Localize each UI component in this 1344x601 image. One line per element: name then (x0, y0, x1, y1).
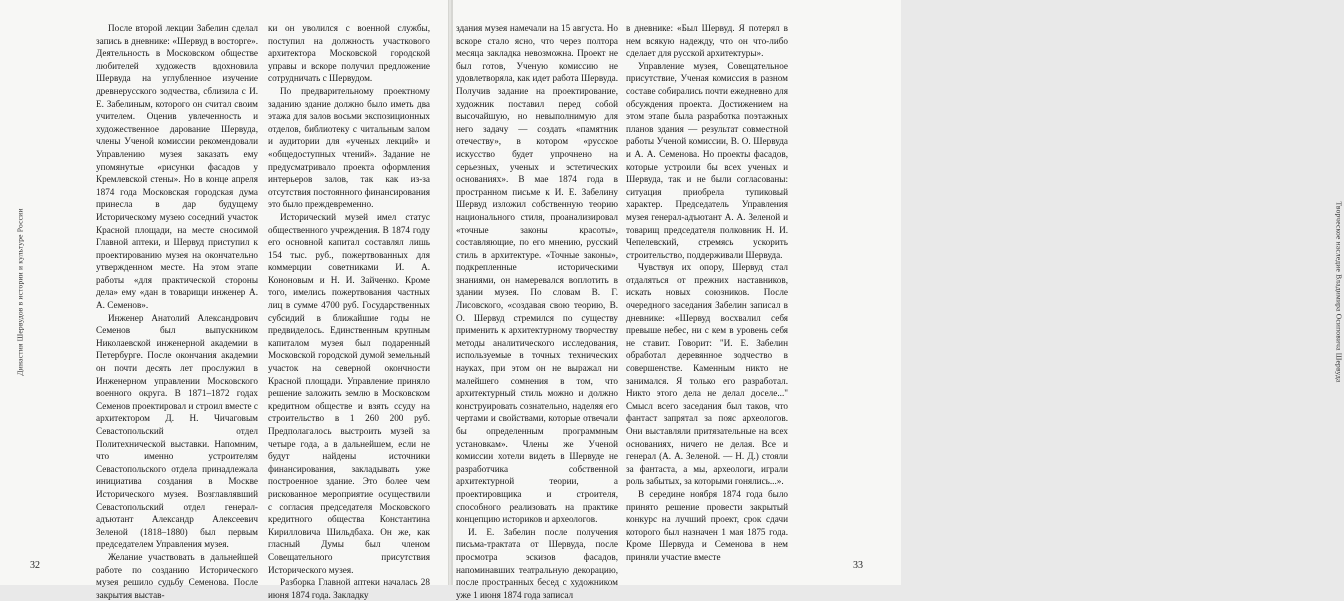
text-column-3 (456, 22, 618, 600)
paragraph: Управление музея, Совещательное присутствие, Ученая комиссия в разном составе собирались почти ежедневно для обсуждения проекта. Достижением на этом этапе была разработка поэтажных планов здания — результат совместной работы Ученой комиссии, В. О. Шервуда и А. А. Семенова. Но проекты фасадов, которые устроили бы всех ученых и Шервуда, так и не были согласованы: ситуация приобрела тупиковый характер. Председатель Управления музея генерал-адъютант А. А. Зеленой и товарищ председателя полковник Н. И. Чепелевский, стремясь ускорить строительство, поддерживали Шервуда. (626, 60, 788, 260)
page-number-left: 32 (30, 560, 40, 571)
paragraph: По предварительному проектному заданию здание должно было иметь два этажа для залов восьми экспозиционных отделов, библиотеку с читальным залом и аудитории для «ученых лекций» и «общедоступных чтений». Задание не предусматривало проекта оформления интерьеров залов, так как из-за отсутствия постоянного финансирования это было преждевременно. (268, 85, 430, 210)
paragraph: И. Е. Забелин после получения письма-трактата от Шервуда, после просмотра эскизов фасадов, напоминавших театральную декорацию, после пространных бесед с художником уже 1 июня 1874 года записал (456, 526, 618, 600)
paragraph: здания музея намечали на 15 августа. Но вскоре стало ясно, что через полтора месяца закладка невозможна. Проект не был готов, Ученую комиссию не удовлетворяла, как идет работа Шервуда. Получив задание на проектирование, художник поставил перед собой высочайшую, но невыполнимую для него задачу — создать «памятник отечеству», в котором «русское искусство будет упрочнено на серьезных, ученых и эстетических основаниях». В мае 1874 года в пространном письме к И. Е. Забелину Шервуд изложил собственную теорию национального стиля, проанализировал «точные законы красоты», составляющие, по его мнению, русский стиль в архитектуре. «Точные законы», подкрепленные историческими знаниями, он намеревался воплотить в здании музея. По словам В. Г. Лисовского, «создавая свою теорию, В. О. Шервуд стремился по существу применить к архитектурному творчеству методы аналитического исследования, используемые в точных технических науках, при этом он не выражал ни малейшего сомнения в том, что архитектурный стиль можно и должно конструировать сознательно, наделяя его чертами и свойствами, которые отвечали бы определенным программным установкам». Члены же Ученой комиссии хотели видеть в Шервуде не разработчика собственной архитектурной теории, а проектировщика и строителя, способного реализовать на практике концепцию историков и археологов. (456, 23, 618, 525)
paragraph: Разборка Главной аптеки началась 28 июня 1874 года. Закладку (268, 577, 430, 600)
paragraph: В середине ноября 1874 года было принято решение провести закрытый конкурс на лучший проект, срок сдачи которого был назначен 1 мая 1875 года. Кроме Шервуда и Семенова в нем приняли участие вместе (626, 488, 788, 562)
paragraph: Желание участвовать в дальнейшей работе по созданию Исторического музея решило судьбу Семенова. После закрытия выстав- (96, 551, 258, 600)
paragraph: в дневнике: «Был Шервуд. Я потерял в нем всякую надежду, что он что-либо сделает для русской архитектуры». (626, 23, 788, 59)
paragraph: Исторический музей имел статус общественного учреждения. В 1874 году его основной капитал составлял лишь 154 тыс. руб., пожертвованных для коммерции советниками И. А. Кононовым и Н. И. Зайченко. Кроме того, имелись пожертвования частных лиц в сумме 4700 руб. Государственных субсидий в ближайшие годы не предвиделось. Единственным крупным капиталом музея был подаренный Московской городской думой земельный участок на северной окончности Красной площади. Управление приняло решение заложить землю в Московском кредитном обществе и взять ссуду на строительство в 1 260 200 руб. Предполагалось выстроить музей за четыре года, а в дальнейшем, если не будут найдены источники финансирования, закладывать уже построенное здание. Это более чем рискованное мероприятие осуществили с согласия председателя Московского кредитного общества Константина Кирилловича Шильдбаха. Он же, как гласный Думы был членом Совещательного присутствия Исторического музея. (268, 211, 430, 575)
text-column-4 (626, 22, 788, 567)
paragraph: После второй лекции Забелин сделал запись в дневнике: «Шервуд в восторге». Деятельность в Московском обществе любителей художеств вдохновила Шервуда на углубленное изучение древнерусского зодчества, сблизила с И. Е. Забелиным, которого он считал своим учителем. Оценив увлеченность и художественное дарование Шервуда, члены Ученой комиссии рекомендовали Управлению музея заказать ему упомянутые «рисунки фасадов у Кремлевской стены». Но в конце апреля 1874 года Московская городская дума принесла в дар будущему Историческому музею соседний участок Красной площади, на месте сносимой Главной аптеки, и Шервуд приступил к проектированию музея на окончательно утвержденном месте. На этом этапе работы «для практической стороны дела» ему «дан в товарищи инженер А. А. Семенов». (96, 23, 258, 311)
paragraph: ки он уволился с военной службы, поступил на должность участкового архитектора Московской городской управы и вскоре получил предложение сотрудничать с Шервудом. (268, 23, 430, 84)
running-head-left: Династия Шервудов в истории и культуре России (15, 208, 25, 376)
page-number-right: 33 (853, 560, 863, 571)
paragraph: Чувствуя их опору, Шервуд стал отдаляться от прежних наставников, искать новых союзников. После очередного заседания Забелин записал в дневнике: «Шервуд восхвалил себя превыше небес, ни с кем в уровень себя не ставит. Говорит: "И. Е. Забелин обработал деревянное зодчество в совершенстве. Каменным никто не занимался. Я только его разработал. Никто этого дела не делал доселе..." Смысл всего заседания был таков, что фантаст запрятал за пояс археологов. Они выставляли притязательные на всех основаниях, ничего не делая. Все и генерал (А. А. Зеленой. — Н. Д.) стояли за фантаста, а мы, археологи, играли роль забытых, за которыми гонялись...». (626, 262, 788, 487)
text-column-1 (96, 22, 258, 600)
paragraph: Инженер Анатолий Александрович Семенов был выпускником Николаевской инженерной академии в Петербурге. После окончания академии он почти десять лет прослужил в Инженерном управлении Московского военного округа. В 1871–1872 годах Семенов проектировал и строил вместе с архитектором Д. Н. Чичаговым Севастопольский отдел Политехнической выставки. Напомним, что именно устроителям Севастопольского отдела принадлежала инициатива создания в Москве Исторического музея. Возглавлявший Севастопольский отдел генерал-адъютант Александр Алексеевич Зеленой (1818–1880) был первым председателем Управления музея. (96, 312, 258, 550)
text-column-2 (268, 22, 430, 600)
running-head-right: Творческое наследие Владимира Осиповича Шервуда (1334, 201, 1344, 383)
